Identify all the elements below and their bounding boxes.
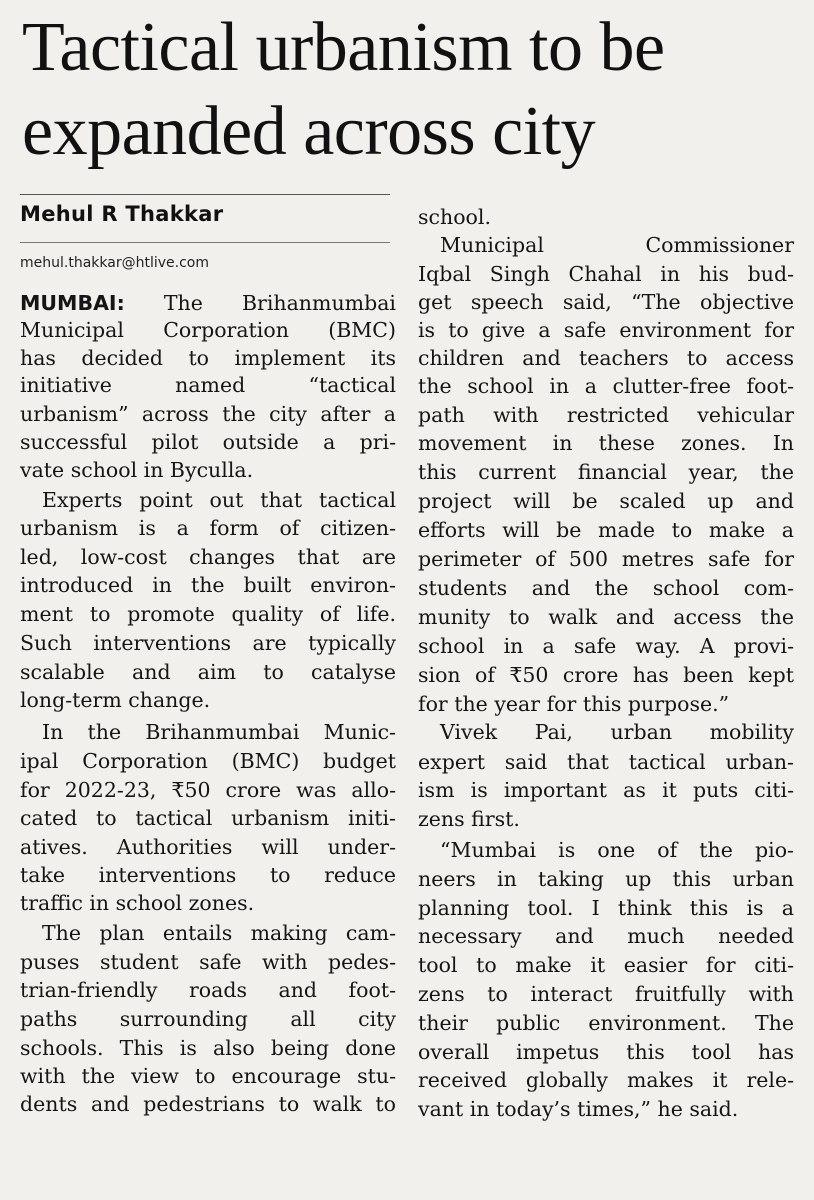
article-line <box>418 487 794 516</box>
article-line-text: urbanism is a form of citizen- <box>20 516 396 540</box>
article-line-text: take interventions to reduce <box>20 863 396 887</box>
article-line <box>20 1090 396 1119</box>
headline-line-1: Tactical urbanism to be <box>22 9 665 86</box>
article-line-text: path with restricted vehicular <box>418 403 794 427</box>
article-line-text: get speech said, “The objective <box>418 290 794 314</box>
article-line <box>418 776 794 805</box>
article-line-text: Iqbal Singh Chahal in his bud- <box>418 262 794 286</box>
article-line <box>418 458 794 487</box>
article-line-text: school in a safe way. A provi- <box>418 634 794 658</box>
article-line <box>20 543 396 572</box>
article-line <box>20 948 396 977</box>
article-line-text: introduced in the built environ- <box>20 573 396 597</box>
article-line-text: ment to promote quality of life. <box>20 602 396 626</box>
article-line <box>418 1095 794 1124</box>
article-line-text: efforts will be made to make a <box>418 518 794 542</box>
article-line-text: tool to make it easier for citi- <box>418 953 794 977</box>
article-line-text: munity to walk and access the <box>418 605 794 629</box>
article-line <box>418 260 794 289</box>
article-line <box>418 203 794 232</box>
article-line-text: ism is important as it puts citi- <box>418 778 794 802</box>
article-line <box>418 805 794 834</box>
article-line-text: urbanism” across the city after a <box>20 402 396 426</box>
article-line <box>418 288 794 317</box>
article-line-text: successful pilot outside a pri- <box>20 430 396 454</box>
article-column-right <box>418 0 794 1200</box>
article-line-text: “Mumbai is one of the pio- <box>440 838 794 862</box>
article-line <box>418 401 794 430</box>
article-line <box>418 951 794 980</box>
article-line-text: scalable and aim to catalyse <box>20 660 396 684</box>
article-line <box>418 372 794 401</box>
article-line-text: project will be scaled up and <box>418 489 794 513</box>
article-line-text: vate school in Byculla. <box>20 458 254 482</box>
article-line <box>418 718 794 747</box>
article-line <box>418 516 794 545</box>
article-line <box>418 748 794 777</box>
article-line-text: The Brihanmumbai <box>124 291 396 315</box>
article-line <box>20 976 396 1005</box>
article-line <box>20 428 396 457</box>
article-line-text: their public environment. The <box>418 1011 794 1035</box>
article-line-text: children and teachers to access <box>418 346 794 370</box>
dateline: MUMBAI: <box>20 291 125 315</box>
article-line <box>418 545 794 574</box>
article-line-text: vant in today’s times,” he said. <box>418 1097 739 1121</box>
article-line-text: has decided to implement its <box>20 346 396 370</box>
article-line <box>20 400 396 429</box>
article-line <box>418 603 794 632</box>
article-line <box>418 865 794 894</box>
article-line <box>418 1066 794 1095</box>
article-line <box>20 1062 396 1091</box>
article-line-text: received globally makes it rele- <box>418 1068 794 1092</box>
article-line <box>20 371 396 400</box>
article-line-text: neers in taking up this urban <box>418 867 794 891</box>
article-line <box>20 776 396 805</box>
article-line-text: Such interventions are typically <box>20 631 396 655</box>
article-line-text: students and the school com- <box>418 576 794 600</box>
article-line <box>418 980 794 1009</box>
article-line <box>20 1005 396 1034</box>
article-line <box>20 289 396 318</box>
article-line-text: movement in these zones. In <box>418 431 794 455</box>
article-line <box>20 747 396 776</box>
article-line <box>418 894 794 923</box>
article-line-text: planning tool. I think this is a <box>418 896 794 920</box>
article-line-text: for the year for this purpose.” <box>418 692 730 716</box>
article-column-left <box>20 0 396 1200</box>
byline-email: mehul.thakkar@htlive.com <box>20 255 209 271</box>
article-line-text: sion of ₹50 crore has been kept <box>418 663 794 687</box>
article-line-text: Experts point out that tactical <box>42 488 396 512</box>
article-line-text: paths surrounding all city <box>20 1007 396 1031</box>
article-line <box>20 600 396 629</box>
article-line-text: initiative named “tactical <box>20 373 396 397</box>
article-line-text: overall impetus this tool has <box>418 1040 794 1064</box>
article-line <box>418 661 794 690</box>
article-line-text: traffic in school zones. <box>20 891 255 915</box>
article-line-text: is to give a safe environment for <box>418 318 794 342</box>
article-line <box>20 1034 396 1063</box>
article-line <box>20 571 396 600</box>
article-line-text: dents and pedestrians to walk to <box>20 1092 396 1116</box>
article-line-text: perimeter of 500 metres safe for <box>418 547 794 571</box>
article-line <box>20 804 396 833</box>
article-line-text: zens first. <box>418 807 520 831</box>
article-line-text: Municipal Commissioner <box>440 233 794 257</box>
article-line <box>418 231 794 260</box>
article-line-text: zens to interact fruitfully with <box>418 982 794 1006</box>
article-line-text: Municipal Corporation (BMC) <box>20 318 396 342</box>
article-line-text: long-term change. <box>20 688 211 712</box>
article-line <box>20 919 396 948</box>
article-line-text: ipal Corporation (BMC) budget <box>20 749 396 773</box>
article-line <box>418 344 794 373</box>
article-line <box>418 1038 794 1067</box>
article-line <box>20 718 396 747</box>
article-line <box>418 574 794 603</box>
article-line-text: cated to tactical urbanism initi- <box>20 806 396 830</box>
article-line-text: The plan entails making cam- <box>42 921 396 945</box>
article-line <box>20 486 396 515</box>
article-line <box>20 456 396 485</box>
article-line-text: the school in a clutter-free foot- <box>418 374 794 398</box>
article-line <box>20 629 396 658</box>
article-line <box>418 1009 794 1038</box>
article-line <box>418 429 794 458</box>
article-line-text: puses student safe with pedes- <box>20 950 396 974</box>
article-line-text: expert said that tactical urban- <box>418 750 794 774</box>
article-line <box>20 889 396 918</box>
headline-line-2: expanded across city <box>22 93 596 170</box>
article-line <box>418 316 794 345</box>
article-line-text: In the Brihanmumbai Munic- <box>42 720 396 744</box>
article-line <box>20 658 396 687</box>
article-line-text: trian-friendly roads and foot- <box>20 978 396 1002</box>
article-line <box>20 316 396 345</box>
article-line <box>418 690 794 719</box>
article-line-text: school. <box>418 205 491 229</box>
article-line-text: Vivek Pai, urban mobility <box>440 720 794 744</box>
article-line-text: led, low-cost changes that are <box>20 545 396 569</box>
article-line <box>418 632 794 661</box>
article-line-text: schools. This is also being done <box>20 1036 396 1060</box>
article-line <box>20 514 396 543</box>
article-line <box>20 344 396 373</box>
article-line-text: for 2022-23, ₹50 crore was allo- <box>20 778 396 802</box>
article-line <box>418 922 794 951</box>
byline-author: Mehul R Thakkar <box>20 202 224 226</box>
article-line <box>20 861 396 890</box>
article-line <box>20 833 396 862</box>
article-line-text: necessary and much needed <box>418 924 794 948</box>
article-line <box>20 686 396 715</box>
article-line-text: with the view to encourage stu- <box>20 1064 396 1088</box>
article-line <box>418 836 794 865</box>
article-line-text: this current financial year, the <box>418 460 794 484</box>
article-line-text: atives. Authorities will under- <box>20 835 396 859</box>
